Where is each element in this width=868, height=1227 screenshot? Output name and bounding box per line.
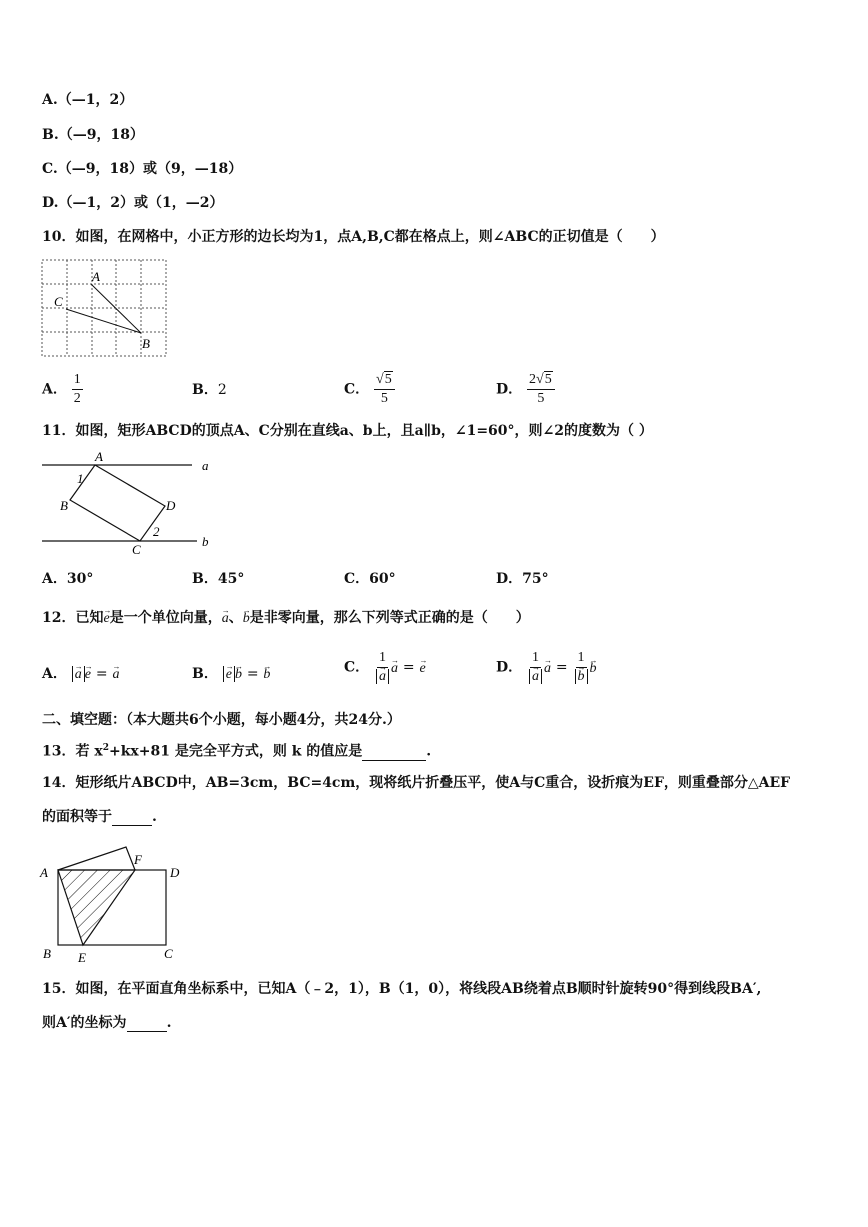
q11-label-a: A: [95, 450, 103, 464]
q10-label-c: C: [54, 294, 63, 309]
q12-option-a: A． → a→ e = → a: [42, 665, 119, 684]
q13-answer-blank: [362, 746, 426, 761]
q9-option-d: D.（—1，2）或（1，—2）: [42, 195, 224, 211]
q11-option-d: D．75°: [496, 571, 549, 587]
q11-option-c: C．60°: [344, 571, 396, 587]
q12-option-d: D． 1 → a → a = 1 → b → b: [496, 650, 597, 685]
q14-label-f: F: [134, 852, 142, 867]
q12-option-b: B． → e→ b = → b: [192, 665, 270, 684]
q11-label-c: C: [132, 542, 141, 557]
q15-stem-line1: 15．如图，在平面直角坐标系中，已知A（﹣2，1），B（1，0），将线段AB绕着点B顺时针旋转90°得到线段BA′,: [42, 981, 762, 997]
section-2-heading: 二、填空题：（本大题共6个小题，每小题4分，共24分.）: [42, 712, 401, 728]
q11-line-b-label: b: [202, 534, 209, 549]
q14-label-d: D: [170, 865, 180, 880]
q14-answer-blank: [112, 811, 152, 826]
q14-label-e: E: [78, 950, 86, 965]
q10-label-a: A: [92, 269, 100, 284]
q11-angle-2: 2: [153, 524, 160, 539]
q10-option-c: C． $\frac{√5}{5}$: [344, 372, 395, 407]
q10-option-d: D． $\frac{2√5}{5}$: [496, 372, 555, 407]
q15-stem-line2: 则A′的坐标为 .: [42, 1015, 172, 1031]
q10-option-b: B．2: [192, 382, 227, 398]
q9-option-b: B.（—9，18）: [42, 127, 144, 143]
q9-option-a: A.（—1，2）: [42, 92, 134, 108]
q14-label-a: A: [40, 865, 48, 880]
q14-folding-figure: [38, 840, 188, 965]
q11-label-d: D: [166, 498, 176, 513]
q12-stem: 12．已知→ e是一个单位向量，→ a、→ b是非零向量，那么下列等式正确的是（ ）: [42, 609, 530, 628]
q14-label-c: C: [164, 946, 173, 961]
q9-option-c: C.（—9，18）或（9，—18）: [42, 161, 243, 177]
q11-option-a: A．30°: [42, 571, 94, 587]
q11-stem: 11．如图，矩形ABCD的顶点A、C分别在直线a、b上，且a∥b，∠1=60°，则∠2的度数为（ ）: [42, 423, 653, 439]
q10-grid-figure: [40, 258, 170, 360]
q15-answer-blank: [127, 1017, 167, 1032]
q10-stem: 10．如图，在网格中，小正方形的边长均为1，点A,B,C都在格点上，则∠ABC的正切值是（ ）: [42, 229, 665, 245]
q11-label-b: B: [60, 498, 68, 513]
q13-stem: 13．若 $x^2+kx+81$ 是完全平方式，则 k 的值应是 .: [42, 743, 432, 760]
q14-stem-line2: 的面积等于 .: [42, 809, 157, 825]
q10-option-a: A． $\frac{1}{2}$: [42, 372, 81, 406]
q14-label-b: B: [43, 946, 51, 961]
q11-angle-1: 1: [77, 471, 84, 486]
q11-line-a-label: a: [202, 458, 209, 473]
q14-stem-line1: 14．矩形纸片ABCD中，AB=3cm，BC=4cm，现将纸片折叠压平，使A与C重合，设折痕为EF，则重叠部分△AEF: [42, 775, 791, 791]
q11-option-b: B．45°: [192, 571, 245, 587]
q10-label-b: B: [142, 336, 150, 351]
q11-rectangle-figure: [40, 450, 220, 558]
q12-option-c: C． 1 → a → a = → e: [344, 650, 426, 685]
